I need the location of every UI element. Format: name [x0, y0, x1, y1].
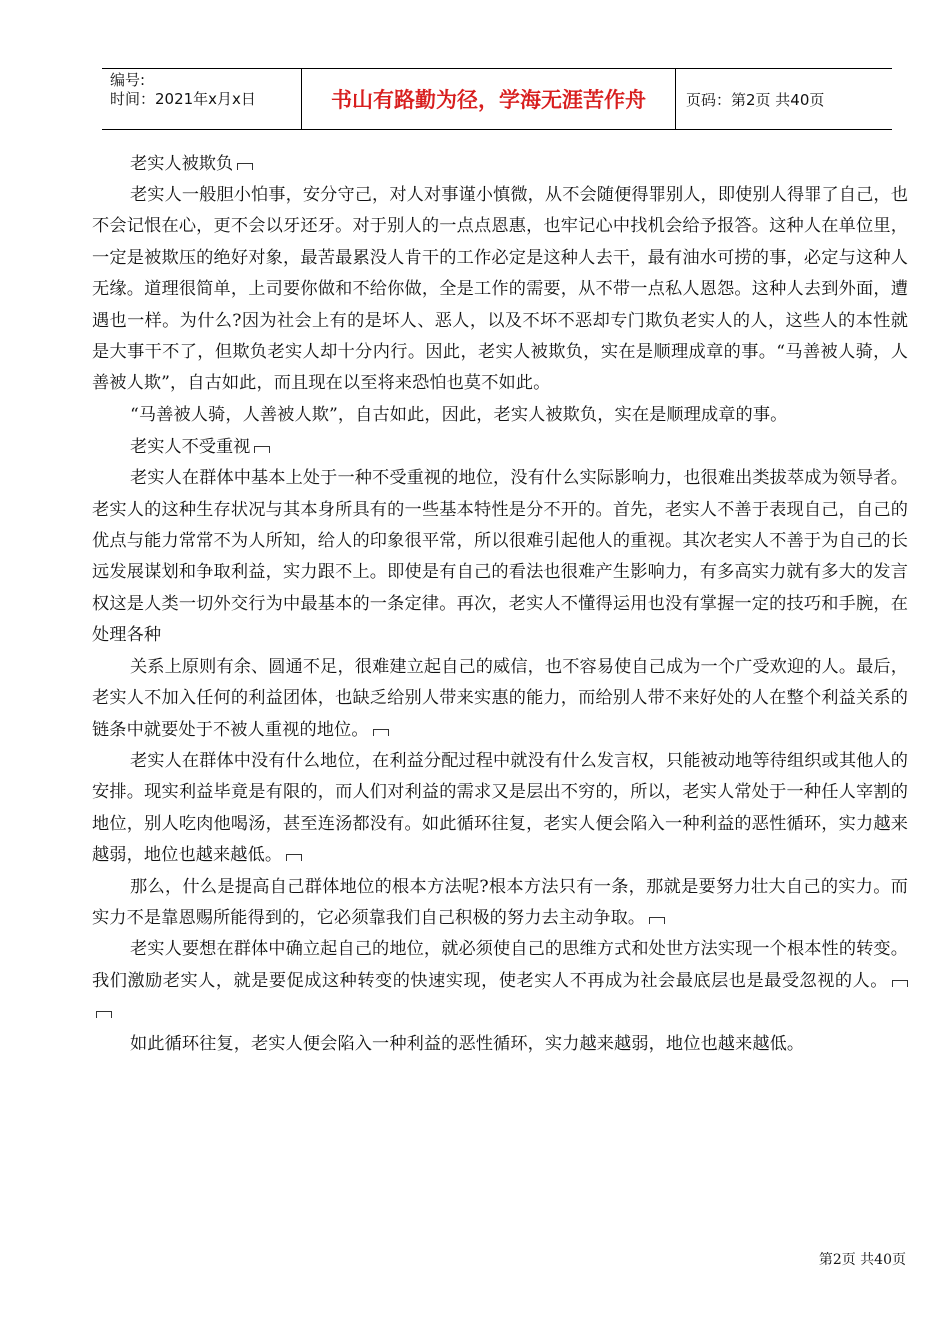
paragraph: 如此循环往复，老实人便会陷入一种利益的恶性循环，实力越来越弱，地位也越来越低。: [130, 1033, 805, 1054]
section-heading: 老实人被欺负: [92, 148, 908, 180]
section-heading: 老实人不受重视: [92, 431, 908, 463]
paragraph-mark-icon: [237, 163, 253, 170]
paragraph: 关系上原则有余、圆通不足，很难建立起自己的威信，也不容易使自己成为一个广受欢迎的人。最后，老实人不加入任何的利益团体，也缺乏给别人带来实惠的能力，而给别人带不来好处的人在整个利益关系的链条中就要处于不被人重视的地位。: [92, 656, 908, 740]
paragraph: 老实人一般胆小怕事，安分守己，对人对事谨小慎微，从不会随便得罪别人，即使别人得罪了自己，也不会记恨在心，更不会以牙还牙。对于别人的一点点恩惠，也牢记心中找机会给予报答。这种人在单位里，一定是被欺压的绝好对象，最苦最累没人肯干的工作必定是这种人去干，最有油水可捞的事，必定与这种人无缘。道理很简单，上司要你做和不给你做，全是工作的需要，从不带一点私人恩怨。这种人去到外面，遭遇也一样。为什么?因为社会上有的是坏人、恶人，以及不坏不恶却专门欺负老实人的人，这些人的本性就是大事干不了，但欺负老实人却十分内行。因此，老实人被欺负，实在是顺理成章的事。“马善被人骑，人善被人欺”，自古如此，而且现在以至将来恐怕也莫不如此。: [92, 185, 908, 394]
page-footer: 第2页 共40页: [818, 1252, 906, 1268]
paragraph: “马善被人骑，人善被人欺”，自古如此，因此，老实人被欺负，实在是顺理成章的事。: [130, 404, 788, 425]
motto: 书山有路勤为径，学海无涯苦作舟: [302, 69, 676, 129]
paragraph-mark-icon: [649, 917, 665, 924]
document-body: [92, 148, 908, 1060]
paragraph-mark-icon: [96, 1011, 112, 1018]
page-header: [102, 68, 892, 130]
number-label: 编号:: [110, 71, 146, 89]
paragraph: 老实人在群体中基本上处于一种不受重视的地位，没有什么实际影响力，也很难出类拔萃成为领导者。老实人的这种生存状况与其本身所具有的一些基本特性是分不开的。首先，老实人不善于表现自己，自己的优点与能力常常不为人所知，给人的印象很平常，所以很难引起他人的重视。其次老实人不善于为自己的长远发展谋划和争取利益，实力跟不上。即使是有自己的看法也很难产生影响力，有多高实力就有多大的发言权这是人类一切外交行为中最基本的一条定律。再次，老实人不懂得运用也没有掌握一定的技巧和手腕，在处理各种: [92, 468, 908, 646]
page-code: 页码：第2页 共40页: [686, 90, 825, 109]
paragraph: 老实人在群体中没有什么地位，在利益分配过程中就没有什么发言权，只能被动地等待组织或其他人的安排。现实利益毕竟是有限的，而人们对利益的需求又是层出不穷的，所以，老实人常处于一种任人宰割的地位，别人吃肉他喝汤，甚至连汤都没有。如此循环往复，老实人便会陷入一种利益的恶性循环，实力越来越弱，地位也越来越低。: [92, 750, 908, 866]
paragraph-mark-icon: [286, 854, 302, 861]
paragraph-mark-icon: [373, 729, 389, 736]
paragraph-mark-icon: [892, 980, 908, 987]
paragraph: 老实人要想在群体中确立起自己的地位，就必须使自己的思维方式和处世方法实现一个根本性的转变。我们激励老实人，就是要促成这种转变的快速实现，使老实人不再成为社会最底层也是最受忽视的人。: [92, 934, 908, 1028]
time-label: 时间：2021年x月x日: [110, 90, 256, 108]
paragraph: 那么，什么是提高自己群体地位的根本方法呢?根本方法只有一条，那就是要努力壮大自己的实力。而实力不是靠恩赐所能得到的，它必须靠我们自己积极的努力去主动争取。: [92, 876, 908, 928]
header-meta: [102, 69, 302, 129]
paragraph-mark-icon: [254, 446, 270, 453]
